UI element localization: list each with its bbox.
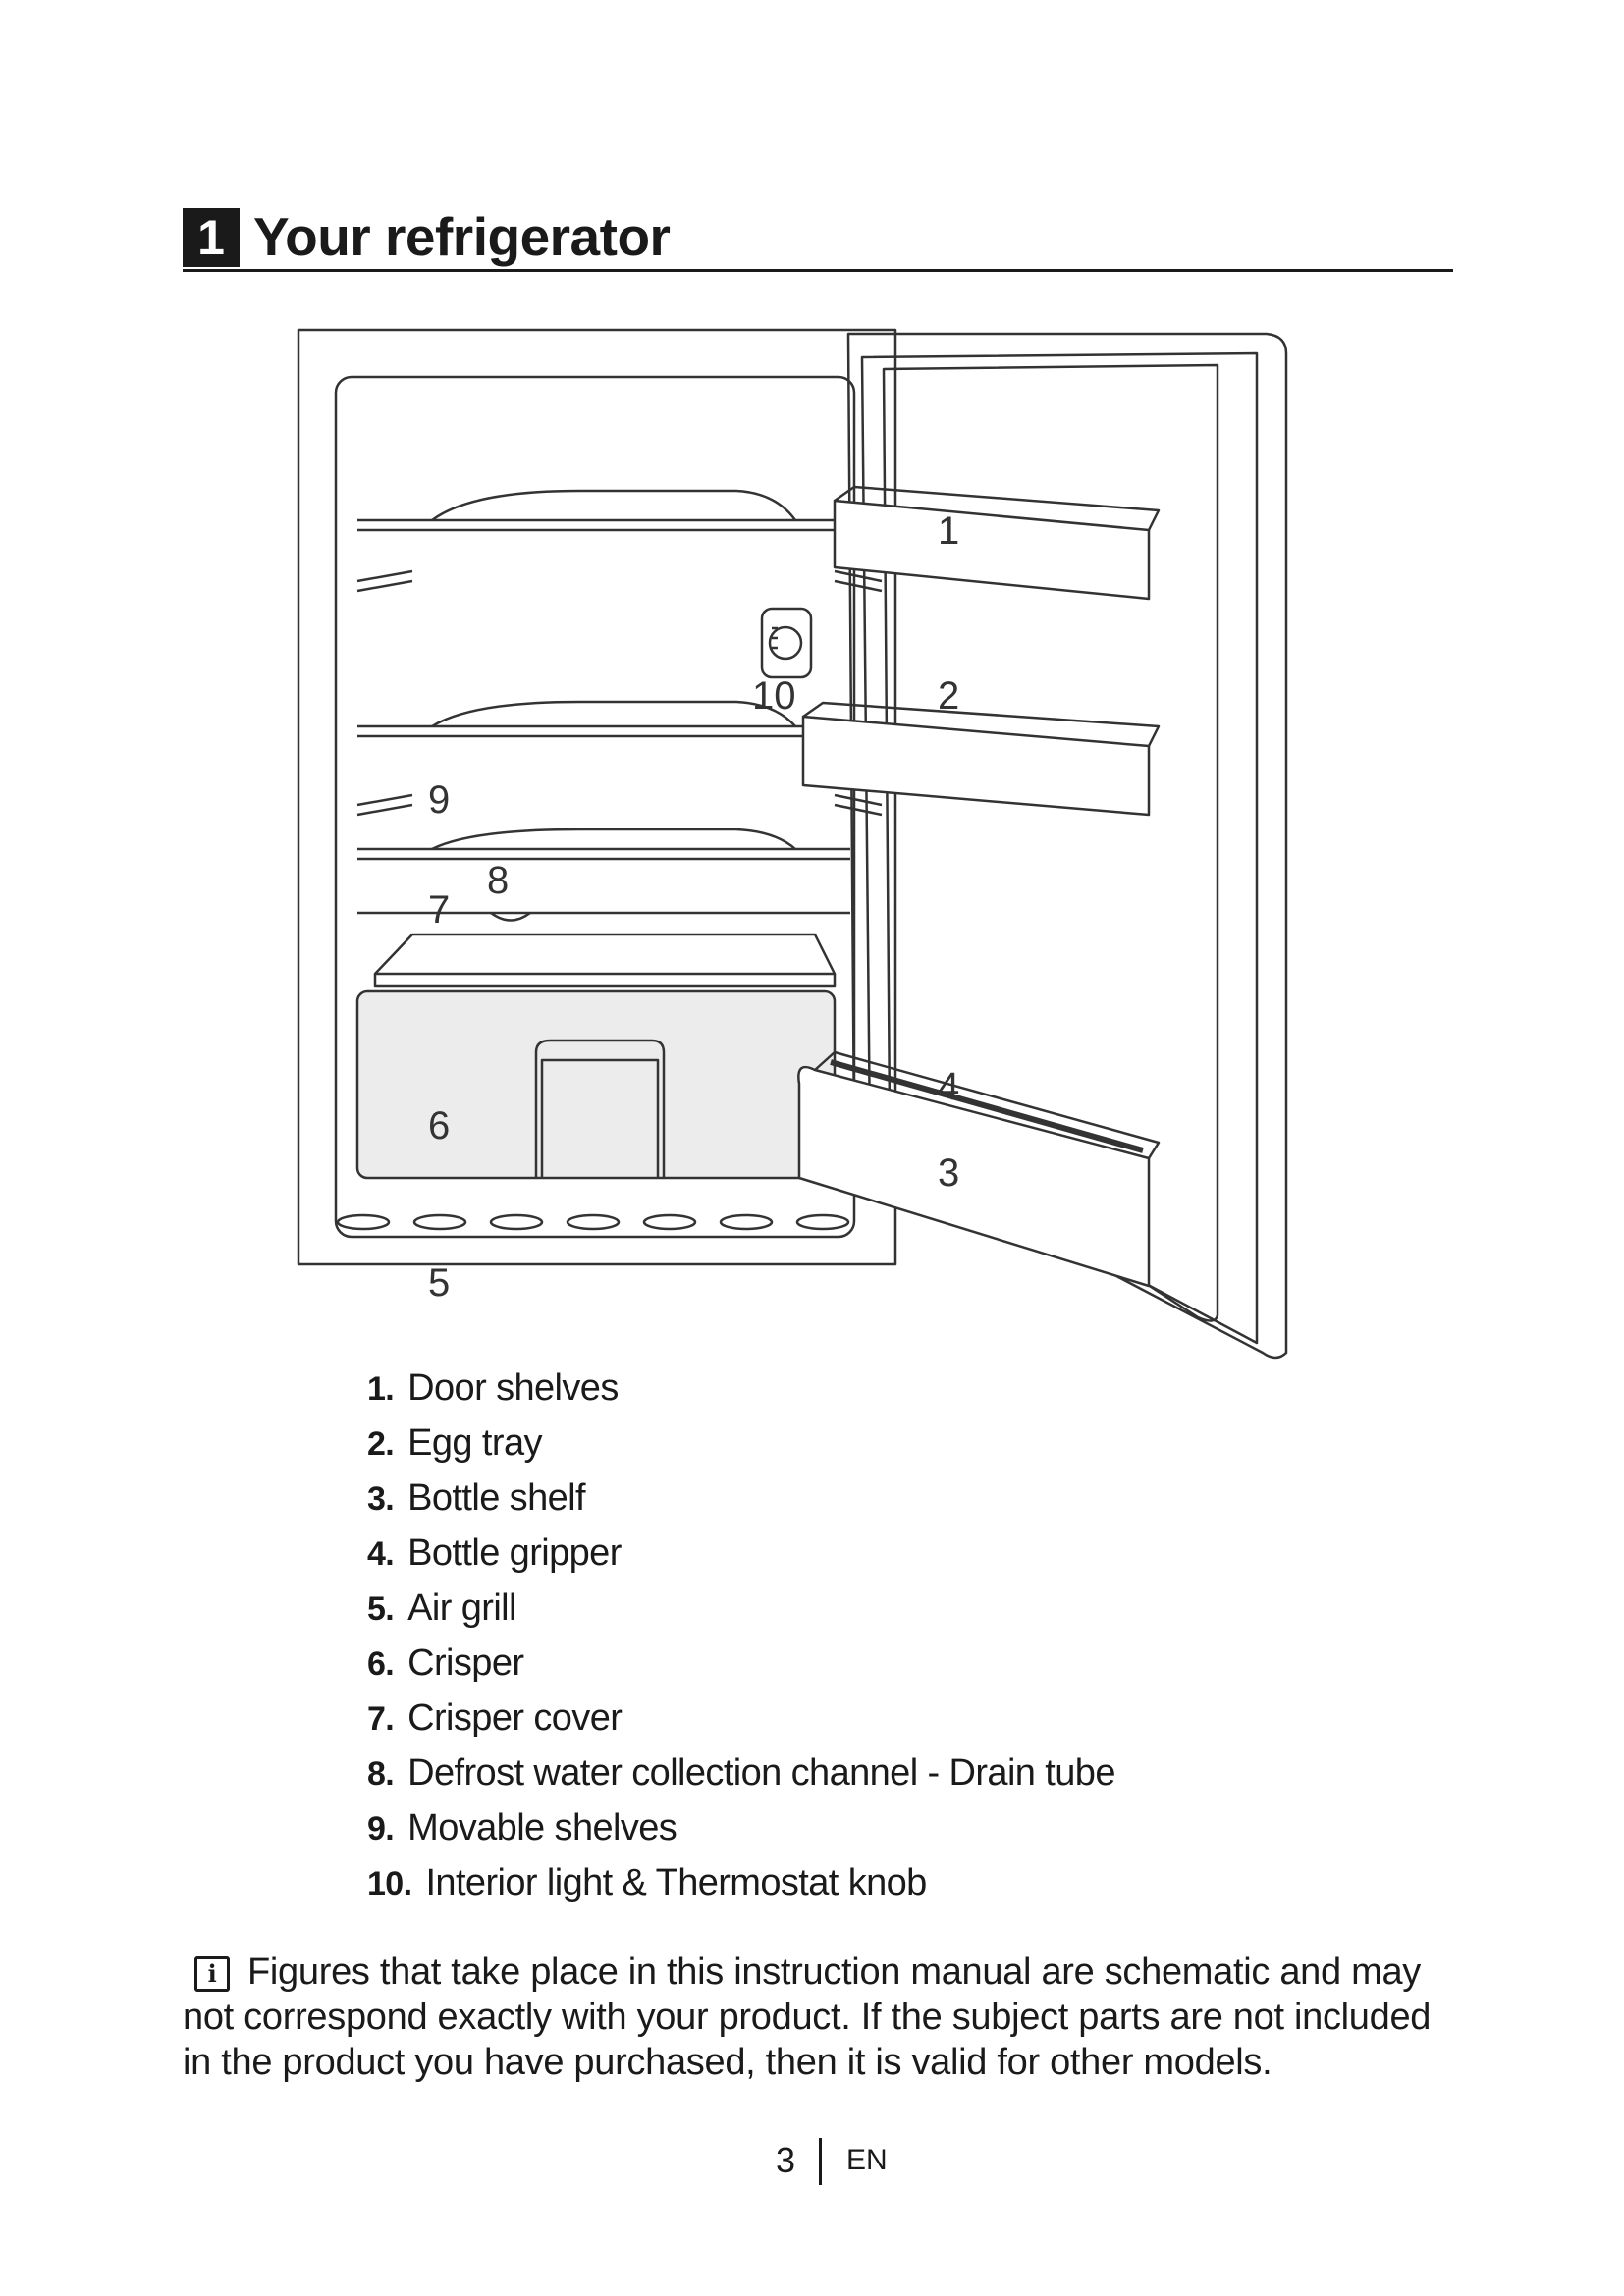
callout-10: 10 xyxy=(752,674,796,718)
refrigerator-drawing xyxy=(285,314,1326,1374)
schematic-note xyxy=(183,1949,1459,2085)
info-icon: i xyxy=(194,1956,230,1992)
callout-3: 3 xyxy=(938,1151,960,1195)
note-text: Figures that take place in this instruction manual are schematic and may not correspond exactly with your product. If the subject parts are not included in the product you have purchased, then it is valid for other models. xyxy=(183,1951,1432,2083)
callout-7: 7 xyxy=(428,888,451,932)
section-heading xyxy=(183,204,1453,272)
callout-9: 9 xyxy=(428,778,451,822)
legend-item: 5. Air grill xyxy=(367,1587,516,1629)
legend-item: 4. Bottle gripper xyxy=(367,1532,622,1574)
air-grill xyxy=(338,1215,848,1229)
callout-8: 8 xyxy=(487,859,510,902)
crisper-drawer xyxy=(357,991,835,1178)
door-shelf-1 xyxy=(835,501,1149,599)
shelf-1 xyxy=(357,520,850,530)
parts-legend xyxy=(367,1361,1115,1910)
legend-item: 7. Crisper cover xyxy=(367,1697,623,1738)
shelf-2 xyxy=(357,726,850,736)
footer-divider xyxy=(819,2138,822,2185)
callout-5: 5 xyxy=(428,1261,451,1305)
callout-1: 1 xyxy=(938,509,960,553)
legend-item: 10. Interior light & Thermostat knob xyxy=(367,1862,927,1903)
legend-item: 9. Movable shelves xyxy=(367,1807,677,1848)
shelf-3 xyxy=(357,849,850,859)
legend-item: 6. Crisper xyxy=(367,1642,524,1683)
legend-item: 2. Egg tray xyxy=(367,1422,542,1464)
language-code: EN xyxy=(846,2144,888,2176)
callout-2: 2 xyxy=(938,674,960,718)
legend-item: 8. Defrost water collection channel - Drain tube xyxy=(367,1752,1115,1793)
page-title: Your refrigerator xyxy=(253,206,671,267)
page-footer xyxy=(0,2136,1624,2185)
page-number: 3 xyxy=(776,2140,796,2180)
callout-4: 4 xyxy=(938,1065,960,1108)
callout-6: 6 xyxy=(428,1104,451,1148)
section-number: 1 xyxy=(183,208,240,267)
refrigerator-diagram xyxy=(285,314,1326,1374)
legend-item: 3. Bottle shelf xyxy=(367,1477,585,1519)
crisper-cover xyxy=(375,934,835,974)
legend-item: 1. Door shelves xyxy=(367,1367,619,1409)
